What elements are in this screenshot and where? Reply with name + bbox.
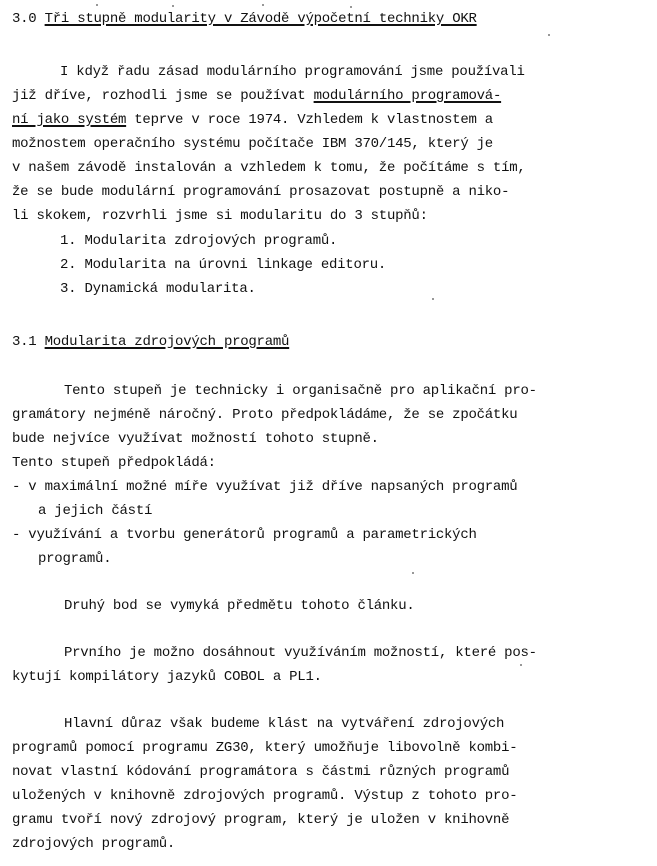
paragraph-line: v našem závodě instalován a vzhledem k tomu, že počítáme s tím, xyxy=(12,160,526,176)
list-item: 3. Dynamická modularita. xyxy=(60,281,256,297)
paragraph-line: Hlavní důraz však budeme klást na vytváření zdrojových xyxy=(64,716,505,732)
section-heading xyxy=(12,10,477,28)
paragraph-line: bude nejvíce využívat možností tohoto stupně. xyxy=(12,431,379,447)
scan-speck xyxy=(412,572,414,574)
emphasis-term: modulárního programová- xyxy=(313,88,502,104)
scan-speck xyxy=(432,298,434,300)
paragraph-line: kytují kompilátory jazyků COBOL a PL1. xyxy=(12,669,322,685)
section-heading xyxy=(12,333,289,351)
paragraph-line: zdrojových programů. xyxy=(12,836,176,852)
paragraph-line: programů pomocí programu ZG30, který umožňuje libovolně kombi- xyxy=(12,740,518,756)
section-title: Modularita zdrojových programů xyxy=(44,334,290,350)
paragraph-line: Tento stupeň je technicky i organisačně pro aplikační pro- xyxy=(64,383,537,399)
scan-speck xyxy=(96,4,98,6)
paragraph-line: možnostem operačního systému počítače IBM 370/145, který je xyxy=(12,136,493,152)
paragraph-line: Tento stupeň předpokládá: xyxy=(12,455,216,471)
scan-speck xyxy=(262,4,264,6)
paragraph-line: gramátory nejméně náročný. Proto předpokládáme, že se zpočátku xyxy=(12,407,518,423)
scan-speck xyxy=(548,34,550,36)
paragraph-line: I když řadu zásad modulárního programování jsme používali xyxy=(60,64,525,80)
paragraph-line: již dříve, rozhodli jsme se používat modulárního programová- xyxy=(12,88,502,104)
paragraph-line: gramu tvoří nový zdrojový program, který je uložen v knihovně xyxy=(12,812,510,828)
scan-speck xyxy=(520,664,522,666)
bullet-item: - v maximální možné míře využívat již dříve napsaných programů xyxy=(12,479,518,495)
paragraph-line: Prvního je možno dosáhnout využíváním možností, které pos- xyxy=(64,645,537,661)
paragraph-line: Druhý bod se vymyká předmětu tohoto článku. xyxy=(64,598,415,614)
scan-speck xyxy=(350,6,352,8)
paragraph-line: že se bude modulární programování prosazovat postupně a niko- xyxy=(12,184,510,200)
list-item: 2. Modularita na úrovni linkage editoru. xyxy=(60,257,387,273)
section-number: 3.1 xyxy=(12,334,37,350)
list-item: 1. Modularita zdrojových programů. xyxy=(60,233,338,249)
bullet-item-continuation: programů. xyxy=(38,551,112,567)
paragraph-line: ní jako systém teprve v roce 1974. Vzhledem k vlastnostem a xyxy=(12,112,493,128)
paragraph-line: uložených v knihovně zdrojových programů. Výstup z tohoto pro- xyxy=(12,788,518,804)
paragraph-line: novat vlastní kódování programátora s částmi různých programů xyxy=(12,764,510,780)
emphasis-term: ní jako systém xyxy=(12,112,127,128)
paragraph-line: li skokem, rozvrhli jsme si modularitu do 3 stupňů: xyxy=(12,208,428,224)
bullet-item: - využívání a tvorbu generátorů programů a parametrických xyxy=(12,527,477,543)
bullet-item-continuation: a jejich částí xyxy=(38,503,153,519)
scan-speck xyxy=(172,5,174,7)
section-number: 3.0 xyxy=(12,11,37,27)
section-title: Tři stupně modularity v Závodě výpočetní techniky OKR xyxy=(44,11,477,27)
